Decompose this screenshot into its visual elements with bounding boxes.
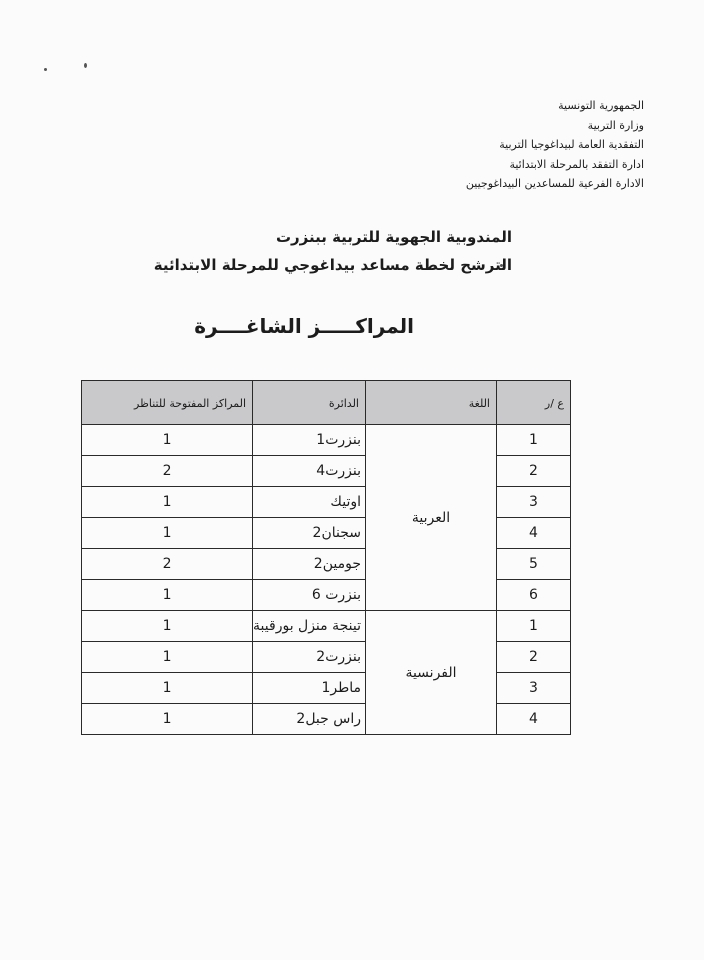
positions-cell: 1 [82, 611, 253, 642]
circonscription-cell: جومين2 [253, 549, 366, 580]
positions-cell: 1 [82, 487, 253, 518]
positions-cell: 1 [82, 673, 253, 704]
circonscription-cell: بنزرت 6 [253, 580, 366, 611]
positions-cell: 2 [82, 549, 253, 580]
circonscription-cell: سجنان2 [253, 518, 366, 549]
table-row [82, 611, 571, 642]
scan-speck [44, 68, 47, 71]
positions-cell: 1 [82, 580, 253, 611]
vacancies-table [81, 380, 571, 735]
header-line-subdirectorate: الادارة الفرعية للمساعدين البيداغوجيين [465, 177, 644, 190]
page-title: المراكـــــز الشاغــــرة [194, 314, 414, 338]
regional-office-title: المندوبية الجهوية للتربية ببنزرت [275, 228, 512, 246]
circonscription-cell: بنزرت4 [253, 456, 366, 487]
table-row [82, 704, 571, 735]
table-row [82, 425, 571, 456]
circonscription-cell: بنزرت1 [253, 425, 366, 456]
circonscription-cell: ماطر1 [253, 673, 366, 704]
circonscription-cell: اوتيك [253, 487, 366, 518]
header-line-inspection: التفقدية العامة لبيداغوجيا التربية [499, 138, 644, 151]
circonscription-cell: تينجة منزل بورقيبة [253, 611, 366, 642]
row-num: 2 [497, 642, 571, 673]
header-circonscription: الدائرة [253, 381, 366, 425]
row-num: 3 [497, 673, 571, 704]
table-header-row [82, 381, 571, 425]
row-num: 1 [497, 611, 571, 642]
header-num: ع /ر [497, 381, 571, 425]
positions-cell: 1 [82, 518, 253, 549]
table-row [82, 549, 571, 580]
table-row [82, 518, 571, 549]
table-row [82, 642, 571, 673]
table-row [82, 673, 571, 704]
positions-cell: 1 [82, 704, 253, 735]
row-num: 4 [497, 704, 571, 735]
table-row [82, 580, 571, 611]
language-cell-arabic: العربية [366, 425, 497, 611]
header-line-directorate: ادارة التفقد بالمرحلة الابتدائية [509, 157, 644, 171]
circonscription-cell: بنزرت2 [253, 642, 366, 673]
row-num: 3 [497, 487, 571, 518]
positions-cell: 1 [82, 425, 253, 456]
header-language: اللغة [366, 381, 497, 425]
language-cell-french: الفرنسية [366, 611, 497, 735]
positions-cell: 2 [82, 456, 253, 487]
row-num: 2 [497, 456, 571, 487]
scan-speck [84, 63, 87, 68]
table-row [82, 487, 571, 518]
row-num: 6 [497, 580, 571, 611]
ministry-header [344, 96, 644, 194]
application-subtitle: الترشح لخطة مساعد بيداغوجي للمرحلة الابتدائية [153, 256, 512, 274]
header-line-ministry: وزارة التربية [587, 118, 644, 132]
header-open-positions: المراكز المفتوحة للتناظر [82, 381, 253, 425]
positions-cell: 1 [82, 642, 253, 673]
circonscription-cell: راس جبل2 [253, 704, 366, 735]
row-num: 4 [497, 518, 571, 549]
row-num: 5 [497, 549, 571, 580]
header-line-republic: الجمهورية التونسية [558, 99, 644, 112]
row-num: 1 [497, 425, 571, 456]
table-row [82, 456, 571, 487]
